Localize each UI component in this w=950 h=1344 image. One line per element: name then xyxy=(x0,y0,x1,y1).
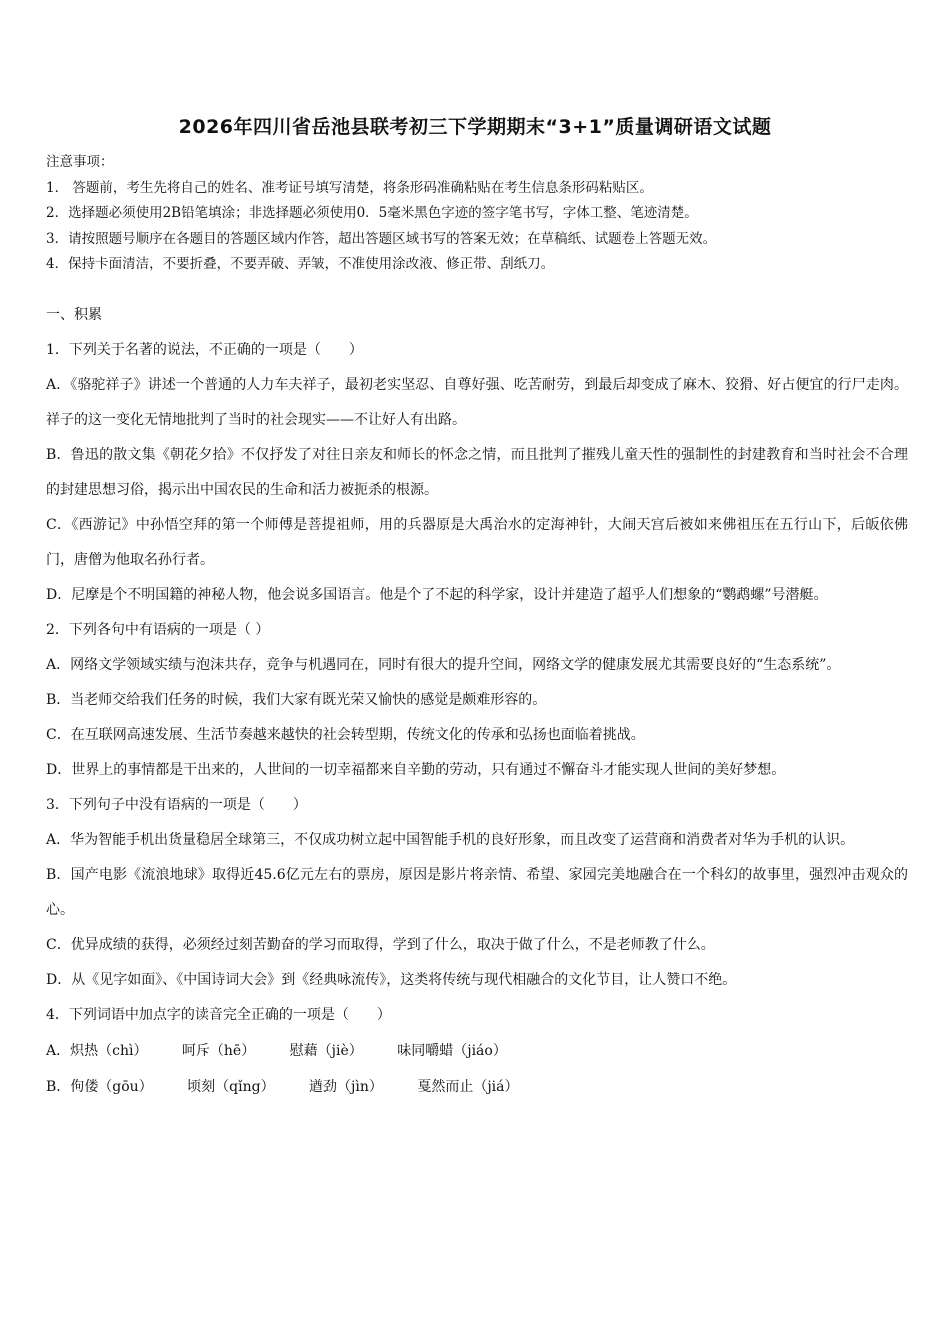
pinyin-item: B．佝偻（gōu） xyxy=(46,1079,153,1095)
question-option: A．《骆驼祥子》讲述一个普通的人力车夫祥子，最初老实坚忍、自尊好强、吃苦耐劳，到最后却变成了麻木、狡猾、好占便宜的行尸走肉。祥子的这一变化无情地批判了当时的社会现实——不让好人有出路。 xyxy=(46,377,908,428)
question-option: D．从《见字如面》、《中国诗词大会》到《经典咏流传》，这类将传统与现代相融合的文化节目，让人赞口不绝。 xyxy=(46,972,737,988)
question-option: B．当老师交给我们任务的时候，我们大家有既光荣又愉快的感觉是颇难形容的。 xyxy=(46,692,547,708)
pinyin-item: 味同嚼蜡（jiáo） xyxy=(397,1043,507,1059)
questions-area xyxy=(46,298,908,1105)
pinyin-item: 慰藉（jiè） xyxy=(289,1043,363,1059)
section-heading: 一、积累 xyxy=(46,307,102,323)
question-option: C．优异成绩的获得，必须经过刻苦勤奋的学习而取得，学到了什么，取决于做了什么，不是老师教了什么。 xyxy=(46,937,715,953)
question-option: A．华为智能手机出货量稳居全球第三，不仅成功树立起中国智能手机的良好形象，而且改变了运营商和消费者对华为手机的认识。 xyxy=(46,832,855,848)
pinyin-option-row xyxy=(46,1033,908,1069)
notice-item: 3．请按照题号顺序在各题目的答题区域内作答，超出答题区域书写的答案无效；在草稿纸、试题卷上答题无效。 xyxy=(46,230,717,247)
notice-item: 2．选择题必须使用2B铅笔填涂；非选择题必须使用0．5毫米黑色字迹的签字笔书写，字体工整、笔迹清楚。 xyxy=(46,205,698,221)
notice-item: 1． 答题前，考生先将自己的姓名、准考证号填写清楚，将条形码准确粘贴在考生信息条形码粘贴区。 xyxy=(46,179,653,196)
pinyin-item: 顷刻（qǐng） xyxy=(187,1079,275,1095)
question-option: B．国产电影《流浪地球》取得近45.6亿元左右的票房，原因是影片将亲情、希望、家园完美地融合在一个科幻的故事里，强烈冲击观众的心。 xyxy=(46,867,908,918)
pinyin-item: 遒劲（jìn） xyxy=(309,1079,383,1095)
exam-title: 2026年四川省岳池县联考初三下学期期末“3+1”质量调研语文试题 xyxy=(178,116,772,138)
question-stem: 2．下列各句中有语病的一项是（ ） xyxy=(46,622,270,638)
notice-heading: 注意事项： xyxy=(46,154,114,170)
pinyin-item: A．炽热（chì） xyxy=(46,1043,148,1059)
question-option: C．在互联网高速发展、生活节奏越来越快的社会转型期，传统文化的传承和弘扬也面临着挑战。 xyxy=(46,727,645,743)
question-stem: 4．下列词语中加点字的读音完全正确的一项是（ ） xyxy=(46,1007,391,1023)
notice-item: 4．保持卡面清洁，不要折叠，不要弄破、弄皱，不准使用涂改液、修正带、刮纸刀。 xyxy=(46,256,555,272)
question-option: C．《西游记》中孙悟空拜的第一个师傅是菩提祖师，用的兵器原是大禹治水的定海神针，大闹天宫后被如来佛祖压在五行山下，后皈依佛门，唐僧为他取名孙行者。 xyxy=(46,517,908,568)
question-option: A．网络文学领域实绩与泡沫共存，竞争与机遇同在，同时有很大的提升空间，网络文学的健康发展尤其需要良好的“生态系统”。 xyxy=(46,657,841,673)
question-stem: 1．下列关于名著的说法，不正确的一项是（ ） xyxy=(46,342,363,358)
pinyin-item: 戛然而止（jiá） xyxy=(417,1079,519,1095)
question-stem: 3．下列句子中没有语病的一项是（ ） xyxy=(46,797,307,813)
question-option: D．尼摩是个不明国籍的神秘人物，他会说多国语言。他是个了不起的科学家，设计并建造了超乎人们想象的“鹦鹉螺”号潜艇。 xyxy=(46,587,828,603)
question-option: B．鲁迅的散文集《朝花夕拾》不仅抒发了对往日亲友和师长的怀念之情，而且批判了摧残儿童天性的强制性的封建教育和当时社会不合理的封建思想习俗，揭示出中国农民的生命和活力被扼杀的根源。 xyxy=(46,447,908,498)
pinyin-option-row xyxy=(46,1069,908,1105)
notice-block xyxy=(46,150,906,278)
pinyin-item: 呵斥（hē） xyxy=(181,1043,256,1059)
question-option: D．世界上的事情都是干出来的，人世间的一切幸福都来自辛勤的劳动，只有通过不懈奋斗才能实现人世间的美好梦想。 xyxy=(46,762,786,778)
